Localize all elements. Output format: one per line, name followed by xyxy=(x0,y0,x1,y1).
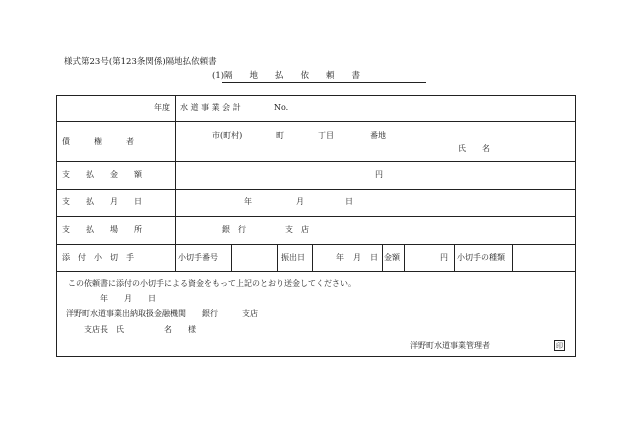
sender-name: 洋野町水道事業管理者 xyxy=(410,341,490,350)
bank-label: 銀 行 xyxy=(222,225,246,234)
check-cell-divider xyxy=(404,244,405,271)
amount-yen: 円 xyxy=(375,170,383,179)
payment-year: 年 xyxy=(244,197,252,206)
check-cell-divider xyxy=(454,244,455,271)
request-date: 年 月 日 xyxy=(100,294,156,303)
row-divider xyxy=(57,244,575,245)
check-kind-label: 小切手の種類 xyxy=(457,253,505,262)
city-label: 市(町村) xyxy=(212,131,243,140)
check-number-label: 小切手番号 xyxy=(178,253,218,262)
row-divider xyxy=(57,161,575,162)
amount-label: 支 払 金 額 xyxy=(62,170,142,179)
creditor-label: 債 権 者 xyxy=(62,137,134,146)
payment-date-label: 支 払 月 日 xyxy=(62,197,142,206)
fiscal-year-label: 年度 xyxy=(154,103,170,112)
check-cell-divider xyxy=(382,244,383,271)
check-amount-label: 金額 xyxy=(384,253,400,262)
branch-label: 支 店 xyxy=(285,225,309,234)
check-cell-divider xyxy=(312,244,313,271)
manager-line: 支店長 氏 名 様 xyxy=(84,325,196,334)
row-divider xyxy=(57,271,575,272)
check-label: 添 付 小 切 手 xyxy=(62,253,134,262)
town-label: 町 xyxy=(276,131,284,140)
form-title: (1)隔 地 払 依 頼 書 xyxy=(212,71,361,81)
row-divider xyxy=(57,216,575,217)
issue-month: 月 xyxy=(353,253,361,262)
issue-date-label: 振出日 xyxy=(281,253,305,262)
form-code: 様式第23号(第123条関係)隔地払依頼書 xyxy=(64,57,217,67)
row-divider xyxy=(57,121,575,122)
row-divider xyxy=(57,189,575,190)
issue-day: 日 xyxy=(370,253,378,262)
check-cell-divider xyxy=(512,244,513,271)
check-yen: 円 xyxy=(440,253,448,262)
request-text: この依頼書に添付の小切手による資金をもって上記のとおり送金してください。 xyxy=(68,279,356,288)
seal-stamp: 印 xyxy=(556,342,563,350)
institution-line: 洋野町水道事業出納取扱金融機関 銀行 支店 xyxy=(66,309,258,318)
chome-label: 丁目 xyxy=(318,131,334,140)
check-cell-divider xyxy=(277,244,278,271)
account-name: 水 道 事 業 会 計 xyxy=(180,103,241,112)
payment-place-label: 支 払 場 所 xyxy=(62,225,142,234)
banchi-label: 番地 xyxy=(370,131,386,140)
payment-month: 月 xyxy=(296,197,304,206)
label-column-divider xyxy=(175,96,176,271)
name-label: 氏 名 xyxy=(458,144,490,153)
payment-day: 日 xyxy=(345,197,353,206)
number-label: No. xyxy=(274,103,289,112)
title-underline xyxy=(222,82,426,83)
issue-year: 年 xyxy=(336,253,344,262)
check-cell-divider xyxy=(231,244,232,271)
